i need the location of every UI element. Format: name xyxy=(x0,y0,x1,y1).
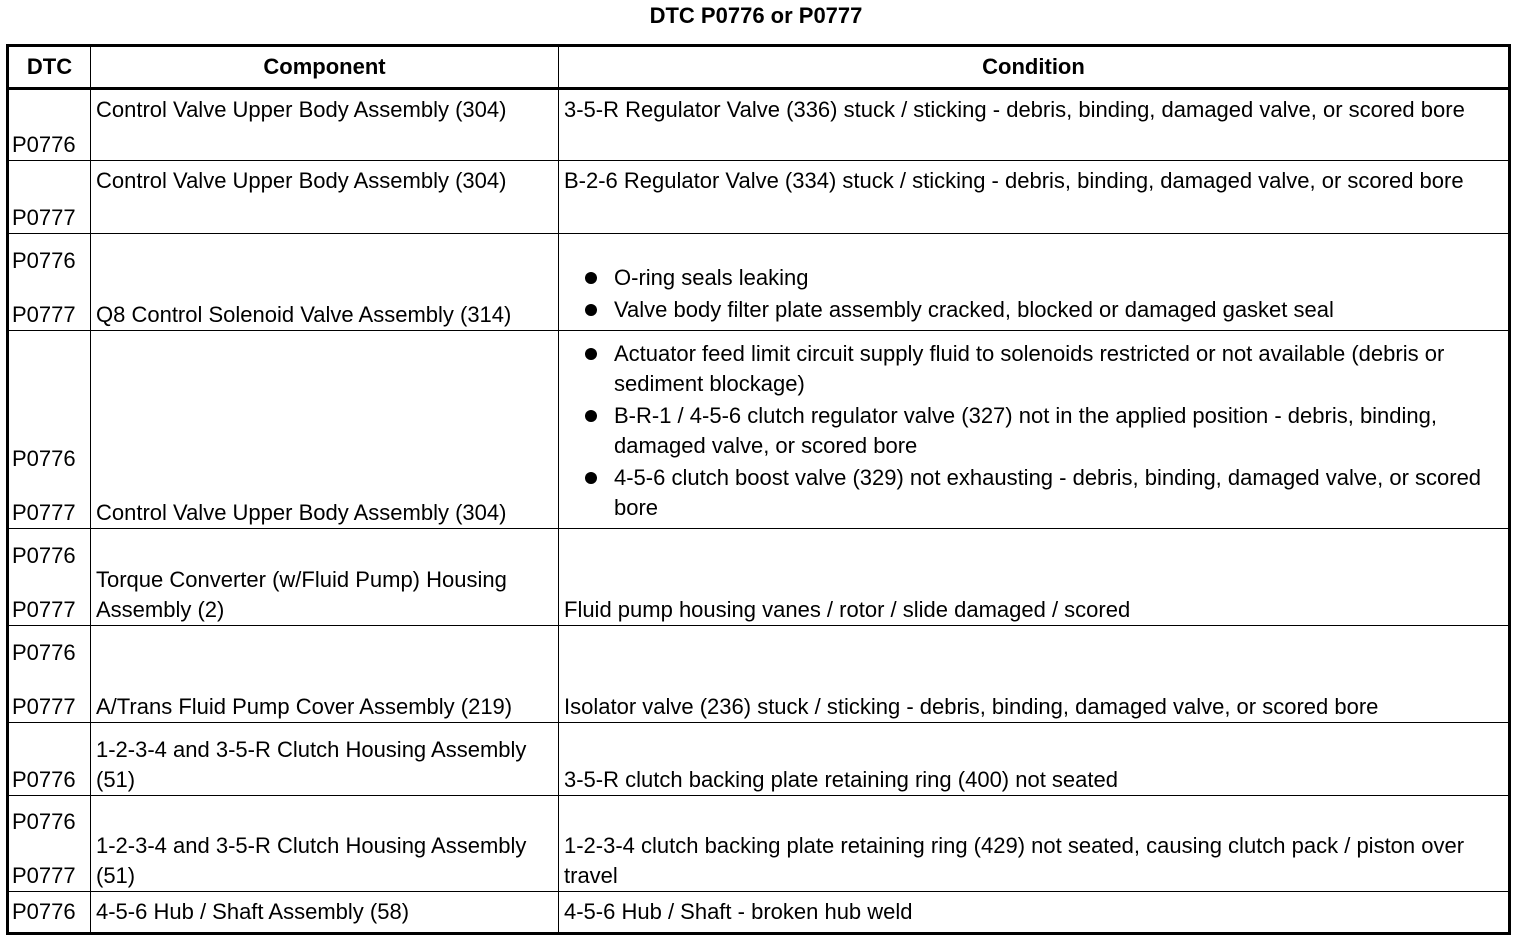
table-row xyxy=(8,234,1510,330)
component-cell xyxy=(91,330,559,528)
table-row xyxy=(8,795,1510,891)
condition-text: Isolator valve (236) stuck / sticking - debris, binding, damaged valve, or scored bore xyxy=(564,694,1379,720)
condition-cell xyxy=(559,891,1510,933)
dtc-code: P0777 xyxy=(12,862,76,888)
component-text: 1-2-3-4 and 3-5-R Clutch Housing Assembly (51) xyxy=(96,832,527,888)
dtc-code: P0776 xyxy=(12,898,76,924)
header-dtc: DTC xyxy=(8,46,91,89)
condition-cell xyxy=(559,234,1510,330)
dtc-cell xyxy=(8,891,91,933)
dtc-code: P0777 xyxy=(12,205,76,231)
dtc-code: P0777 xyxy=(12,597,76,623)
dtc-code: P0777 xyxy=(12,500,76,526)
table-header-row xyxy=(8,46,1510,89)
component-cell xyxy=(91,626,559,723)
component-text: 1-2-3-4 and 3-5-R Clutch Housing Assembly (51) xyxy=(96,736,527,792)
condition-cell xyxy=(559,89,1510,161)
component-cell xyxy=(91,529,559,626)
component-cell xyxy=(91,161,559,234)
component-text: 4-5-6 Hub / Shaft Assembly (58) xyxy=(96,898,410,924)
condition-bullet: Actuator feed limit circuit supply fluid to solenoids restricted or not available (debris or sediment blockage) xyxy=(564,339,1503,399)
condition-cell xyxy=(559,795,1510,891)
dtc-code: P0776 xyxy=(12,446,76,472)
dtc-cell xyxy=(8,330,91,528)
component-cell xyxy=(91,234,559,330)
condition-cell xyxy=(559,330,1510,528)
table-row xyxy=(8,891,1510,933)
condition-cell xyxy=(559,626,1510,723)
dtc-cell xyxy=(8,161,91,234)
component-cell xyxy=(91,891,559,933)
component-text: Control Valve Upper Body Assembly (304) xyxy=(96,168,507,194)
condition-cell xyxy=(559,161,1510,234)
component-text: A/Trans Fluid Pump Cover Assembly (219) xyxy=(96,694,513,720)
dtc-code: P0776 xyxy=(12,247,76,273)
dtc-cell xyxy=(8,234,91,330)
table-row xyxy=(8,89,1510,161)
page-title: DTC P0776 or P0777 xyxy=(649,3,863,28)
condition-text: 4-5-6 Hub / Shaft - broken hub weld xyxy=(564,898,913,924)
table-row xyxy=(8,330,1510,528)
condition-text: 1-2-3-4 clutch backing plate retaining ring (429) not seated, causing clutch pack / piston over travel xyxy=(564,832,1465,888)
dtc-cell xyxy=(8,626,91,723)
condition-bullet: B-R-1 / 4-5-6 clutch regulator valve (327) not in the applied position - debris, binding, damaged valve, or scored bore xyxy=(564,401,1503,461)
header-condition: Condition xyxy=(559,46,1510,89)
condition-bullet: 4-5-6 clutch boost valve (329) not exhausting - debris, binding, damaged valve, or scored bore xyxy=(564,463,1503,523)
dtc-code: P0776 xyxy=(12,543,76,569)
dtc-code: P0776 xyxy=(12,766,76,792)
component-cell xyxy=(91,723,559,795)
component-cell xyxy=(91,89,559,161)
condition-cell xyxy=(559,723,1510,795)
condition-bullet-list xyxy=(564,263,1503,330)
dtc-cell xyxy=(8,529,91,626)
dtc-cell xyxy=(8,795,91,891)
condition-bullet-list xyxy=(564,339,1503,528)
header-component: Component xyxy=(91,46,559,89)
component-text: Control Valve Upper Body Assembly (304) xyxy=(96,500,507,526)
table-row xyxy=(8,161,1510,234)
dtc-cell xyxy=(8,723,91,795)
dtc-cell xyxy=(8,89,91,161)
dtc-code: P0776 xyxy=(12,640,76,666)
condition-text: 3-5-R Regulator Valve (336) stuck / sticking - debris, binding, damaged valve, or scored bore xyxy=(564,97,1465,122)
condition-bullet: Valve body filter plate assembly cracked, blocked or damaged gasket seal xyxy=(564,295,1503,325)
component-text: Q8 Control Solenoid Valve Assembly (314) xyxy=(96,301,512,327)
condition-text: B-2-6 Regulator Valve (334) stuck / sticking - debris, binding, damaged valve, or scored bore xyxy=(564,168,1464,194)
component-cell xyxy=(91,795,559,891)
dtc-code: P0777 xyxy=(12,694,76,720)
component-text: Control Valve Upper Body Assembly (304) xyxy=(96,97,507,122)
table-row xyxy=(8,723,1510,795)
component-text: Torque Converter (w/Fluid Pump) Housing Assembly (2) xyxy=(96,567,507,623)
table-row xyxy=(8,626,1510,723)
condition-bullet: O-ring seals leaking xyxy=(564,263,1503,293)
dtc-code: P0776 xyxy=(12,808,76,834)
condition-text: Fluid pump housing vanes / rotor / slide damaged / scored xyxy=(564,597,1131,623)
condition-text: 3-5-R clutch backing plate retaining ring (400) not seated xyxy=(564,766,1118,792)
dtc-code: P0776 xyxy=(12,132,76,158)
table-row xyxy=(8,529,1510,626)
dtc-table xyxy=(6,44,1511,935)
dtc-code: P0777 xyxy=(12,301,76,327)
condition-cell xyxy=(559,529,1510,626)
